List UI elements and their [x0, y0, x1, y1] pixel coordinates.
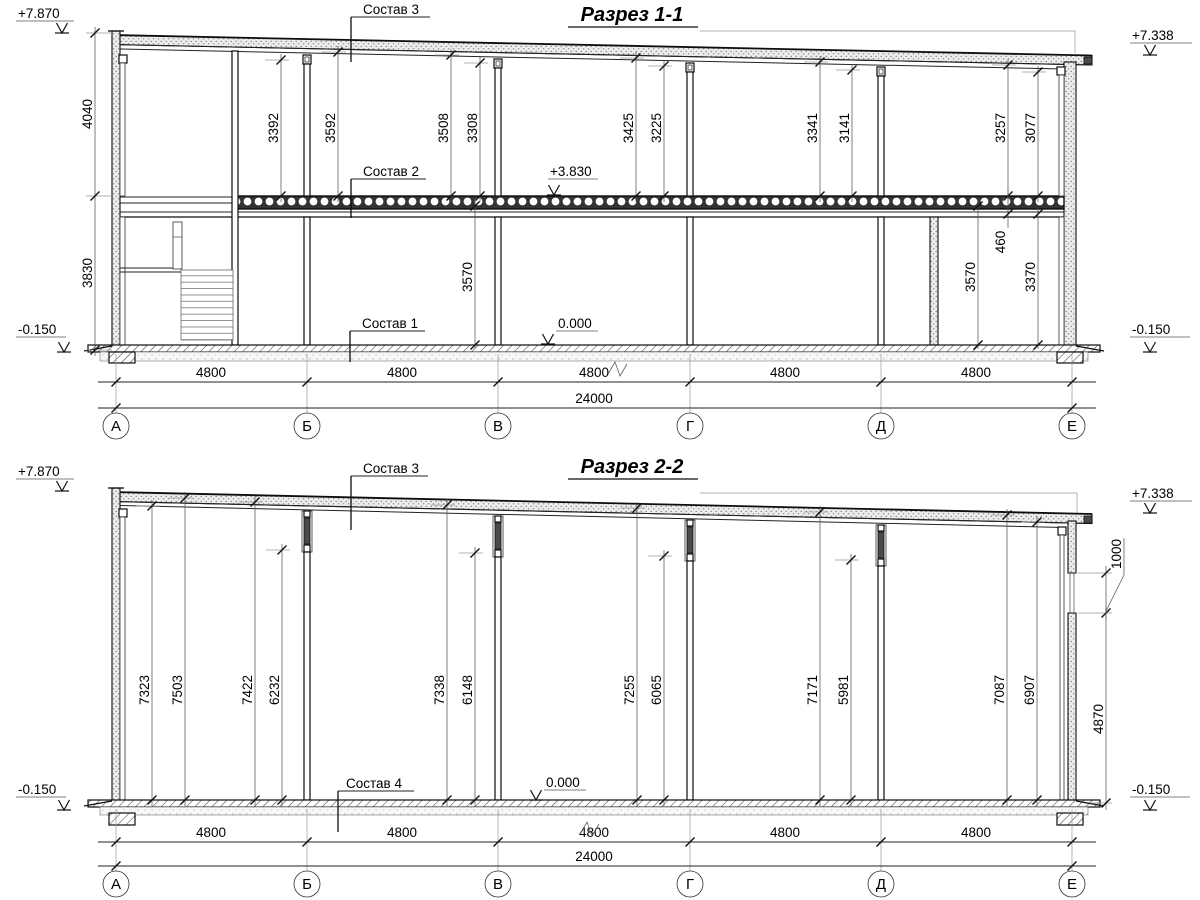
s2-bottom-chain — [98, 809, 1096, 897]
elevation-label: +7.338 — [1132, 28, 1174, 43]
grid-label: Д — [875, 876, 887, 893]
s1-bottom-chain — [98, 354, 1096, 439]
left-wall — [112, 31, 120, 352]
span-dimension: 4800 — [578, 825, 610, 840]
ground-floor-slab — [88, 345, 1100, 352]
grid-label: Г — [685, 876, 695, 893]
section-2-2 — [16, 456, 1192, 897]
left-wall — [112, 488, 120, 807]
dimension-label: 3257 — [993, 112, 1008, 144]
dimension-label: 1000 — [1109, 538, 1124, 570]
s2-right-dimensions — [1078, 538, 1124, 810]
hollow-core-slab — [237, 196, 1064, 209]
stair-flight — [181, 270, 233, 340]
dimension-label: 7503 — [170, 674, 185, 706]
dimension-label: 3308 — [465, 112, 480, 144]
dimension-label: 7323 — [137, 674, 152, 706]
dimension-label: 3392 — [266, 112, 281, 144]
roof-end-cap — [1084, 516, 1092, 523]
elevation-label: -0.150 — [18, 782, 57, 797]
partition-wall — [930, 217, 938, 345]
s2-grid-bubbles — [103, 871, 1085, 897]
s1-lower-dimensions — [460, 190, 1043, 350]
right-wall — [1064, 62, 1076, 352]
dimension-label: 3830 — [80, 257, 95, 289]
dimension-label: 7171 — [805, 674, 820, 706]
grid-label: Б — [302, 418, 312, 435]
dimension-label: 4040 — [80, 98, 95, 130]
s2-structure — [84, 488, 1104, 825]
foundation-right — [1057, 813, 1083, 825]
grid-label: А — [110, 418, 122, 435]
elevation-label: +7.870 — [18, 6, 60, 21]
span-dimension: 4800 — [578, 365, 610, 380]
dimension-label: 7338 — [432, 674, 447, 706]
span-dimension: 4800 — [769, 365, 801, 380]
grid-label: Г — [685, 418, 695, 435]
lower-columns — [120, 217, 1064, 345]
elevation-label: -0.150 — [18, 322, 57, 337]
s1-left-dimensions — [80, 27, 113, 356]
s2-leaders — [338, 461, 428, 832]
dimension-label: 4870 — [1091, 703, 1106, 735]
roof-slab — [112, 35, 1092, 65]
span-dimension: 4800 — [960, 365, 992, 380]
span-dimension: 4800 — [195, 825, 227, 840]
foundation-left — [109, 352, 135, 363]
elevation-label: +3.830 — [550, 164, 592, 179]
total-dimension: 24000 — [575, 849, 613, 864]
span-dimension: 4800 — [769, 825, 801, 840]
s2-bay-dimensions — [136, 492, 1045, 806]
span-dimension: 4800 — [960, 825, 992, 840]
dimension-label: 6232 — [267, 674, 282, 706]
dimension-label: 3570 — [460, 261, 475, 293]
s1-leaders — [350, 2, 430, 362]
section1-title: Разрез 1-1 — [580, 4, 684, 26]
grid-label: А — [110, 876, 122, 893]
s2-columns — [119, 509, 1066, 800]
dimension-label: 6148 — [460, 674, 475, 706]
section2-title: Разрез 2-2 — [580, 456, 684, 478]
foundation-left — [109, 813, 135, 825]
dimension-label: 7087 — [992, 674, 1007, 706]
grid-label: Е — [1066, 876, 1078, 893]
grid-label: Е — [1066, 418, 1078, 435]
s1-structure — [84, 31, 1104, 363]
s1-grid-bubbles — [103, 413, 1085, 439]
dimension-label: 6907 — [1022, 674, 1037, 706]
grid-label: Д — [875, 418, 887, 435]
dimension-label: 3077 — [1023, 112, 1038, 144]
elevation-label: +7.338 — [1132, 486, 1174, 501]
material-leader-label: Состав 1 — [362, 316, 418, 331]
elevation-label: 0.000 — [558, 316, 592, 331]
dimension-label: 3341 — [805, 112, 820, 144]
material-leader-label: Состав 3 — [363, 2, 419, 17]
dimension-label: 3141 — [837, 112, 852, 144]
elevation-label: +7.870 — [18, 464, 60, 479]
material-leader-label: Состав 3 — [363, 461, 419, 476]
dimension-label: 7422 — [240, 674, 255, 706]
underfloor-layer — [100, 807, 1088, 815]
ground-floor-slab — [88, 800, 1100, 807]
grid-label: Б — [302, 876, 312, 893]
elevation-label: -0.150 — [1132, 322, 1171, 337]
roof-slab — [112, 492, 1092, 524]
material-leader-label: Состав 2 — [363, 164, 419, 179]
dimension-label: 6065 — [649, 674, 664, 706]
span-dimension: 4800 — [195, 365, 227, 380]
foundation-right — [1057, 352, 1083, 363]
grid-label: В — [492, 418, 504, 435]
staircase — [120, 51, 238, 345]
dimension-label: 460 — [993, 230, 1008, 254]
dimension-label: 3370 — [1023, 261, 1038, 293]
dimension-label: 3425 — [621, 112, 636, 144]
dimension-label: 3592 — [323, 112, 338, 144]
upper-columns — [119, 55, 1065, 196]
dimension-label: 3570 — [963, 261, 978, 293]
span-dimension: 4800 — [386, 825, 418, 840]
dimension-label: 7255 — [622, 674, 637, 706]
dimension-label: 3508 — [436, 112, 451, 144]
section-1-1 — [16, 2, 1192, 439]
elevation-label: -0.150 — [1132, 782, 1171, 797]
dimension-label: 3225 — [649, 112, 664, 144]
underfloor-layer — [100, 352, 1088, 361]
span-dimension: 4800 — [386, 365, 418, 380]
right-wall-upper — [1068, 521, 1076, 573]
roof-end-cap — [1084, 57, 1092, 64]
dimension-label: 5981 — [836, 674, 851, 706]
right-wall-lower — [1068, 613, 1076, 807]
total-dimension: 24000 — [575, 391, 613, 406]
break-mark — [608, 362, 627, 376]
elevation-label: 0.000 — [546, 775, 580, 790]
grid-label: В — [492, 876, 504, 893]
material-leader-label: Состав 4 — [346, 776, 402, 791]
